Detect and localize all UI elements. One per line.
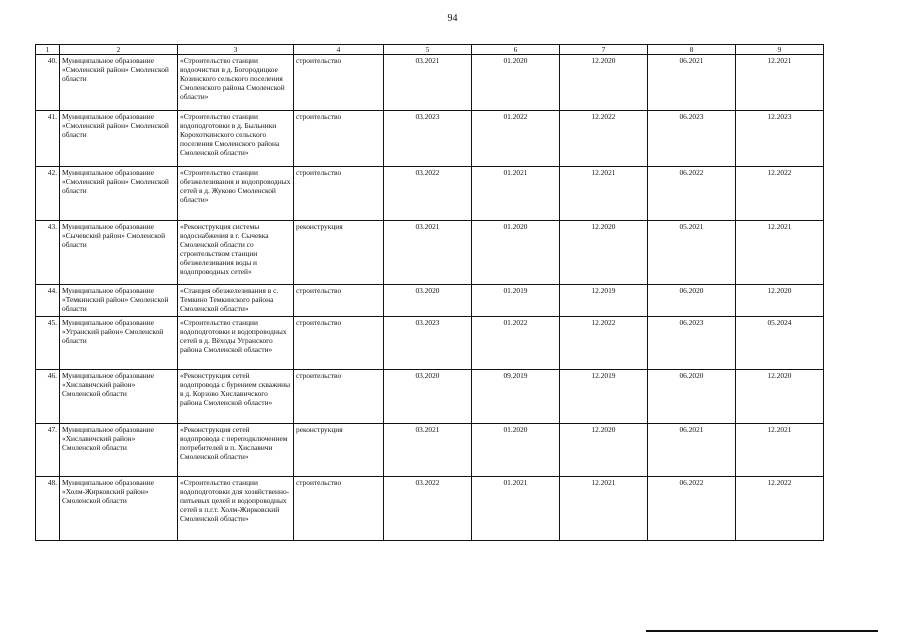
date-cell: 03.2020 (384, 285, 472, 317)
municipality-cell: Муниципальное образование «Смоленский район» Смоленской области (60, 55, 178, 111)
column-header: 7 (560, 45, 648, 55)
date-cell: 01.2022 (472, 317, 560, 370)
municipality-cell: Муниципальное образование «Холм-Жирковский район» Смоленской области (60, 477, 178, 541)
object-name-cell: «Станция обезжелезивания в с. Темкино Темкинского района Смоленской области» (178, 285, 294, 317)
work-type-cell: строительство (294, 370, 384, 424)
date-cell: 03.2022 (384, 167, 472, 221)
date-cell: 01.2022 (472, 111, 560, 167)
date-cell: 12.2021 (560, 477, 648, 541)
work-type-cell: реконструкция (294, 424, 384, 477)
work-type-cell: строительство (294, 477, 384, 541)
date-cell: 12.2020 (560, 424, 648, 477)
date-cell: 03.2023 (384, 111, 472, 167)
date-cell: 03.2021 (384, 55, 472, 111)
municipality-cell: Муниципальное образование «Хиславичский район» Смоленской области (60, 424, 178, 477)
date-cell: 12.2022 (560, 317, 648, 370)
date-cell: 12.2021 (736, 55, 824, 111)
row-number: 40. (36, 55, 60, 111)
object-name-cell: «Реконструкция сетей водопровода с бурением скважины в д. Корзово Хиславичского района Смоленской области» (178, 370, 294, 424)
column-header: 2 (60, 45, 178, 55)
date-cell: 12.2019 (560, 370, 648, 424)
date-cell: 12.2021 (736, 424, 824, 477)
row-number: 42. (36, 167, 60, 221)
date-cell: 12.2019 (560, 285, 648, 317)
table-row (36, 221, 824, 285)
column-header: 3 (178, 45, 294, 55)
page-number: 94 (447, 13, 458, 24)
date-cell: 09.2019 (472, 370, 560, 424)
date-cell: 01.2020 (472, 55, 560, 111)
work-type-cell: строительство (294, 285, 384, 317)
date-cell: 01.2020 (472, 221, 560, 285)
date-cell: 12.2022 (736, 477, 824, 541)
table-row (36, 477, 824, 541)
municipality-cell: Муниципальное образование «Смоленский район» Смоленской области (60, 111, 178, 167)
date-cell: 03.2021 (384, 221, 472, 285)
work-type-cell: строительство (294, 55, 384, 111)
row-number: 46. (36, 370, 60, 424)
row-number: 47. (36, 424, 60, 477)
date-cell: 06.2022 (648, 167, 736, 221)
row-number: 43. (36, 221, 60, 285)
work-type-cell: реконструкция (294, 221, 384, 285)
table-row (36, 55, 824, 111)
object-name-cell: «Строительство станции водоподготовки для хозяйственно-питьевых целей и водопроводных сетей в п.г.т. Холм-Жирковский Смоленской области» (178, 477, 294, 541)
work-type-cell: строительство (294, 111, 384, 167)
column-header: 6 (472, 45, 560, 55)
date-cell: 06.2021 (648, 424, 736, 477)
table-row (36, 317, 824, 370)
column-header: 8 (648, 45, 736, 55)
column-header: 5 (384, 45, 472, 55)
work-type-cell: строительство (294, 317, 384, 370)
table-row (36, 111, 824, 167)
date-cell: 01.2021 (472, 167, 560, 221)
date-cell: 12.2021 (736, 221, 824, 285)
column-header: 4 (294, 45, 384, 55)
date-cell: 03.2020 (384, 370, 472, 424)
date-cell: 12.2022 (560, 111, 648, 167)
date-cell: 01.2021 (472, 477, 560, 541)
object-name-cell: «Строительство станции водоподготовки и водопроводных сетей в д. Вёходы Угранского района Смоленской области» (178, 317, 294, 370)
header-row (36, 45, 824, 55)
date-cell: 05.2024 (736, 317, 824, 370)
object-name-cell: «Строительство станции обезжелезивания и водопроводных сетей в д. Жуково Смоленской области» (178, 167, 294, 221)
date-cell: 03.2022 (384, 477, 472, 541)
work-type-cell: строительство (294, 167, 384, 221)
date-cell: 01.2019 (472, 285, 560, 317)
table-row (36, 424, 824, 477)
row-number: 44. (36, 285, 60, 317)
object-name-cell: «Строительство станции водоочистки в д. Богородицкое Козинского сельского поселения Смоленского района Смоленской области» (178, 55, 294, 111)
footer-rule (646, 630, 878, 632)
date-cell: 06.2022 (648, 477, 736, 541)
row-number: 48. (36, 477, 60, 541)
date-cell: 06.2020 (648, 370, 736, 424)
object-name-cell: «Строительство станции водоподготовки в д. Быльники Корохоткинского сельского поселения Смоленского района Смоленской области» (178, 111, 294, 167)
row-number: 41. (36, 111, 60, 167)
table-row (36, 370, 824, 424)
date-cell: 12.2023 (736, 111, 824, 167)
date-cell: 12.2020 (736, 370, 824, 424)
municipality-cell: Муниципальное образование «Смоленский район» Смоленской области (60, 167, 178, 221)
date-cell: 06.2023 (648, 317, 736, 370)
date-cell: 12.2020 (560, 55, 648, 111)
table-row (36, 285, 824, 317)
column-header: 1 (36, 45, 60, 55)
object-name-cell: «Реконструкция сетей водопровода с переподключением потребителей в п. Хиславичи Смоленской области» (178, 424, 294, 477)
date-cell: 01.2020 (472, 424, 560, 477)
date-cell: 12.2021 (560, 167, 648, 221)
table-row (36, 167, 824, 221)
column-header: 9 (736, 45, 824, 55)
municipality-cell: Муниципальное образование «Угранский район» Смоленской области (60, 317, 178, 370)
municipality-cell: Муниципальное образование «Хиславичский район» Смоленской области (60, 370, 178, 424)
date-cell: 12.2020 (736, 285, 824, 317)
date-cell: 06.2020 (648, 285, 736, 317)
object-name-cell: «Реконструкция системы водоснабжения в г. Сычевка Смоленской области со строительством станции обезжелезивания воды и водопроводных сетей» (178, 221, 294, 285)
row-number: 45. (36, 317, 60, 370)
date-cell: 12.2020 (560, 221, 648, 285)
municipality-cell: Муниципальное образование «Сычевский район» Смоленской области (60, 221, 178, 285)
date-cell: 03.2023 (384, 317, 472, 370)
municipality-cell: Муниципальное образование «Темкинский район» Смоленской области (60, 285, 178, 317)
objects-table (35, 44, 824, 541)
date-cell: 05.2021 (648, 221, 736, 285)
date-cell: 12.2022 (736, 167, 824, 221)
date-cell: 03.2021 (384, 424, 472, 477)
date-cell: 06.2021 (648, 55, 736, 111)
date-cell: 06.2023 (648, 111, 736, 167)
